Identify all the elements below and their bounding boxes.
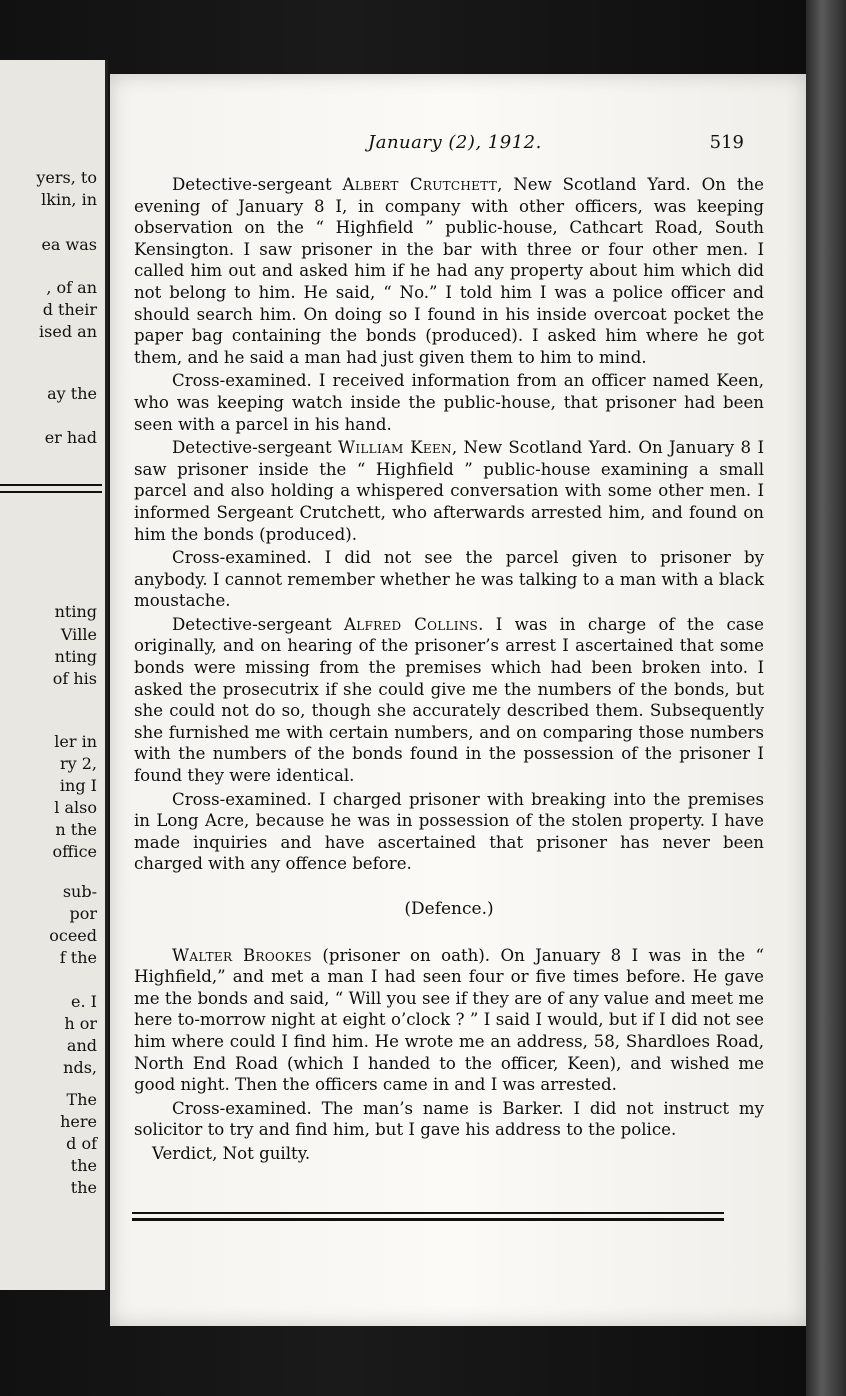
facing-line: ea was xyxy=(41,235,97,254)
facing-line: the xyxy=(70,1178,97,1197)
facing-line: of his xyxy=(52,669,97,688)
facing-line: f the xyxy=(59,948,97,967)
facing-line: and xyxy=(66,1036,97,1055)
facing-line: here xyxy=(60,1112,97,1131)
paragraph: Cross-examined. I charged prisoner with breaking into the premises in Long Acre, because he was in possession of the stolen property. I have made inquiries and have ascertained that prisoner has never been charged with any offence before. xyxy=(134,789,764,874)
facing-line: e. I xyxy=(71,992,97,1011)
end-rule xyxy=(132,1212,724,1221)
facing-line: ay the xyxy=(47,384,97,403)
facing-line: ing I xyxy=(59,776,97,795)
witness-name: Walter Brookes xyxy=(172,945,312,965)
facing-line: n the xyxy=(55,820,97,839)
facing-line: ler in xyxy=(54,732,97,751)
page-number: 519 xyxy=(709,132,744,153)
rule-thick xyxy=(132,1218,724,1221)
book-page xyxy=(110,74,806,1326)
facing-line: , of an xyxy=(46,278,97,297)
facing-line: the xyxy=(70,1156,97,1175)
witness-name: Alfred Collins xyxy=(343,614,479,634)
paragraph: Cross-examined. I did not see the parcel given to prisoner by anybody. I cannot remember whether he was talking to a man with a black moustache. xyxy=(134,548,764,611)
facing-line: por xyxy=(69,904,97,923)
facing-line: h or xyxy=(64,1014,97,1033)
paragraph: Walter Brookes (prisoner on oath). On January 8 I was in the “ Highfield,” and met a man I had seen four or five times before. He gave me the bonds and said, “ Will you see if they are of any value and meet me here to-morrow night at eight o’clock ? ” I said I would, but if I did not see him where could I find him. He wrote me an address, 58, Shardloes Road, North End Road (which I handed to the officer, Keen), and wished me good night. Then the officers came in and I was arrested. xyxy=(134,945,764,1095)
facing-line: nting xyxy=(54,647,97,666)
paragraph: Detective-sergeant William Keen, New Scotland Yard. On January 8 I saw prisoner inside the “ Highfield ” public-house examining a small parcel and also holding a whispered conversation with some other men. I informed Sergeant Crutchett, who afterwards arrested him, and found on him the bonds (produced). xyxy=(134,438,765,544)
facing-line: d their xyxy=(42,300,97,319)
facing-line: yers, to xyxy=(36,168,97,187)
verdict: Verdict, Not guilty. xyxy=(152,1143,311,1163)
section-heading: (Defence.) xyxy=(404,899,494,919)
paragraph: Detective-sergeant Alfred Collins. I was in charge of the case originally, and on hearing of the prisoner’s arrest I ascertained that some bonds were missing from the premises which had been broken into. I asked the prosecutrix if she could give me the numbers of the bonds, but she could not do so, though she accurately described them. Subsequently she furnished me with certain numbers, and on comparing those numbers with the numbers of the bonds found in the possession of the prisoner I found they were identical. xyxy=(134,614,765,786)
paragraph: Cross-examined. I received information from an officer named Keen, who was keeping watch inside the public-house, that prisoner had been seen with a parcel in his hand. xyxy=(134,371,764,434)
facing-line: sub- xyxy=(62,882,97,901)
facing-line: nting xyxy=(54,602,97,621)
witness-name: Albert Crutchett xyxy=(342,175,498,194)
facing-line: ised an xyxy=(39,322,97,341)
facing-line: oceed xyxy=(49,926,97,945)
facing-line: ry 2, xyxy=(59,754,97,773)
facing-line: Ville xyxy=(60,625,97,644)
page-body xyxy=(134,174,764,1167)
facing-page-fragment xyxy=(0,60,108,1290)
facing-line: er had xyxy=(44,428,97,447)
facing-line: d of xyxy=(66,1134,97,1153)
facing-line: nds, xyxy=(63,1058,97,1077)
facing-line: The xyxy=(66,1090,97,1109)
facing-line: lkin, in xyxy=(41,190,97,209)
page-edge xyxy=(806,0,846,1396)
witness-name: William Keen xyxy=(338,438,452,458)
running-head xyxy=(110,132,806,156)
facing-rule xyxy=(0,491,102,493)
paragraph: Detective-sergeant Albert Crutchett, New Scotland Yard. On the evening of January 8 I, in company with other officers, was keeping observation on the “ Highfield ” public-house, Cathcart Road, South Kensington. I saw prisoner in the bar with three or four other men. I called him out and asked him if he had any property about him which did not belong to him. He said, “ No.” I told him I was a police officer and should search him. On doing so I found in his inside overcoat pocket the paper bag containing the bonds (produced). I asked him where he got them, and he said a man had just given them to him to mind. xyxy=(134,175,764,367)
facing-line: l also xyxy=(54,798,97,817)
paragraph: Cross-examined. The man’s name is Barker. I did not instruct my solicitor to try and find him, but I gave his address to the police. xyxy=(134,1098,764,1140)
rule-thin xyxy=(132,1212,724,1214)
facing-line: office xyxy=(52,842,97,861)
page-date: January (2), 1912. xyxy=(368,132,542,153)
facing-rule xyxy=(0,484,102,486)
